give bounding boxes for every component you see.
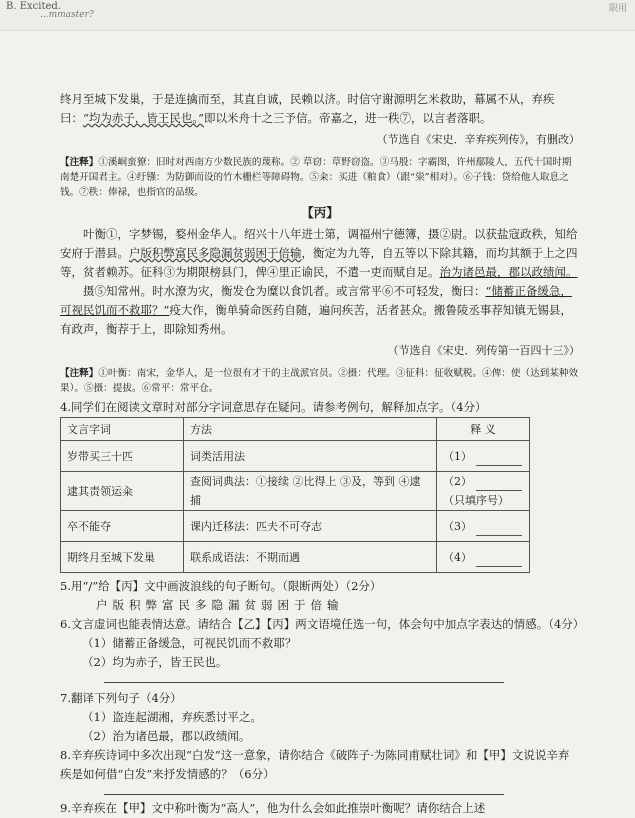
answer-line[interactable] <box>104 672 504 683</box>
bing-underlined-sentence: 治为诸邑最，郡以政绩闻。 <box>439 265 578 279</box>
previous-page-fragment: ...mmaster? <box>40 10 94 20</box>
answer-line[interactable] <box>104 784 504 795</box>
yi-body-part-1: 终月至城下发巢，于是连擒而至，其直自诚，民赖以济。时信守谢源明乞米救助，幕属不从，弃疾曰： <box>60 92 555 125</box>
bing-underlined-quote: “储蓄正备缓急，可视民饥而不救耶？” <box>60 284 572 317</box>
table-cell-method: 课内迁移法：匹夫不可夺志 <box>184 511 437 542</box>
bing-para-1 <box>60 225 580 282</box>
answer-blank[interactable] <box>476 453 522 466</box>
bing-note-text: ①叶衡：南宋，金华人，是一位很有才干的主战派官员。②摄：代理。③征科：征收赋税。④俾：使（达到某种效果）。⑤摄：提拔。⑥常平：常平仓。 <box>60 368 579 394</box>
bing-para-1-part-a: 叶衡①，字梦锡，婺州金华人。绍兴十八年进士第，调福州宁德簿，摄②尉。以获盐寇政秩，知给安府于潜县。 <box>60 227 578 260</box>
yi-body-part-2: 即以米舟十之三予信。帝嘉之，进一秩⑦，以言者落职。 <box>204 111 492 125</box>
bing-para-1-part-b: ，衡定为九等，自五等以下除其籍，而均其额于上之四等，贫者赖苏。征科③为期限榜县门，俾④里正谕民，不遣一吏而赋自足。 <box>60 246 578 279</box>
q4-table <box>60 417 530 573</box>
table-cell-word: 逮其责领运籴 <box>61 472 184 511</box>
q7-item: （1）盗连起湖湘，弃疾悉讨平之。 <box>82 710 262 724</box>
bing-notes <box>60 366 580 396</box>
table-cell-answer[interactable] <box>437 542 530 573</box>
bing-heading: 【丙】 <box>301 205 339 220</box>
q8-stem: 8.辛弃疾诗词中多次出现“白发”这一意象，请你结合《破阵子·为陈同甫赋壮词》和【甲】文说说辛弃疾是如何借“白发”来抒发情感的？（6分） <box>60 748 570 781</box>
table-cell-word: 期终月至城下发巢 <box>61 542 184 573</box>
answer-label: （4） <box>443 550 472 564</box>
answer-note: （只填序号） <box>443 494 509 507</box>
table-row <box>61 441 530 472</box>
q9-stem: 9.辛弃疾在【甲】文中称叶衡为“高人”，他为什么会如此推崇叶衡呢？请你结合上述 <box>60 801 486 815</box>
answer-label: （2） <box>443 475 472 488</box>
table-cell-answer[interactable] <box>437 441 530 472</box>
answer-blank[interactable] <box>476 478 522 491</box>
table-cell-method: 词类活用法 <box>184 441 437 472</box>
yi-quote-underlined: “均为赤子，皆王民也。” <box>83 111 205 125</box>
table-cell-word: 卒不能夺 <box>61 511 184 542</box>
q6-stem: 6.文言虚词也能表情达意。请结合【乙】【丙】两文语境任选一句，体会句中加点字表达的情感。（4分） <box>60 617 585 631</box>
previous-page-strip <box>0 0 635 31</box>
table-header-cell: 方法 <box>184 418 437 441</box>
table-header-row <box>61 418 530 441</box>
bing-para-2 <box>60 282 580 339</box>
table-header-cell: 释 义 <box>437 418 530 441</box>
table-cell-method: 查阅词典法：①接续 ②比得上 ③及，等到 ④逮捕 <box>184 472 437 511</box>
yi-body <box>60 90 580 128</box>
yi-note-text: ①溪峒蛮獠：旧时对西南方少数民族的蔑称。② 草窃：草野窃盗。③马殷：字霸图，许州鄢陵人，五代十国时期南楚开国君主。④纡镪：为防御而设的竹木栅栏等障碍物。⑤籴：买进（粮食）（跟“粜”相对）。⑥子钱：贷给他人取息之钱。⑦秩：俸禄，也指官的品级。 <box>60 157 572 198</box>
q6-item: （2）均为赤子，皆王民也。 <box>82 655 228 669</box>
answer-blank[interactable] <box>476 554 522 567</box>
q4-stem: 4.同学们在阅读文章时对部分字词意思存在疑问。请参考例句，解释加点字。（4分） <box>60 400 487 414</box>
table-cell-word: 岁带买三十匹 <box>61 441 184 472</box>
bing-wavy-sentence: 户版积弊富民多隐漏贫弱困于倍输 <box>129 246 302 260</box>
table-row <box>61 511 530 542</box>
previous-page-text: B. Excited. <box>6 1 61 12</box>
yi-source: （节选自《宋史．辛弃疾列传》，有删改） <box>376 133 580 146</box>
q7-stem: 7.翻译下列句子（4分） <box>60 691 182 705</box>
q7-item: （2）治为诸邑最，郡以政绩闻。 <box>82 729 251 743</box>
yi-note-label: 【注释】 <box>60 157 99 168</box>
q6-item: （1）储蓄正备缓急，可视民饥而不救耶？ <box>82 636 297 650</box>
q5-sentence[interactable]: 户版积弊富民多隐漏贫弱困于倍输 <box>96 598 344 612</box>
previous-page-right-fragment: 限用 <box>608 4 627 14</box>
exam-page <box>60 90 585 818</box>
answer-blank[interactable] <box>476 523 522 536</box>
bing-para-2-part-b: 疫大作，衡单骑命医药自随，遍问疾苦，活者甚众。搬鲁陵丞事荐知镇无锡县，有政声，衡荐于上，即除知秀州。 <box>60 303 572 336</box>
table-header-cell: 文言字词 <box>61 418 184 441</box>
table-cell-answer[interactable] <box>437 511 530 542</box>
table-row <box>61 472 530 511</box>
bing-para-2-part-a: 摄⑤知常州。时水潦为灾，衡发仓为糜以食饥者。或言常平⑥不可轻发，衡曰： <box>83 284 486 298</box>
bing-note-label: 【注释】 <box>60 368 99 379</box>
table-cell-method: 联系成语法：不期而遇 <box>184 542 437 573</box>
yi-notes <box>60 155 580 200</box>
bing-source: （节选自《宋史．列传第一百四十三》） <box>387 344 580 357</box>
answer-label: （1） <box>443 449 472 463</box>
answer-label: （3） <box>443 519 472 533</box>
table-cell-answer[interactable] <box>437 472 530 511</box>
table-row <box>61 542 530 573</box>
q5-stem: 5.用“/”给【丙】文中画波浪线的句子断句。（限断两处）（2分） <box>60 579 382 593</box>
